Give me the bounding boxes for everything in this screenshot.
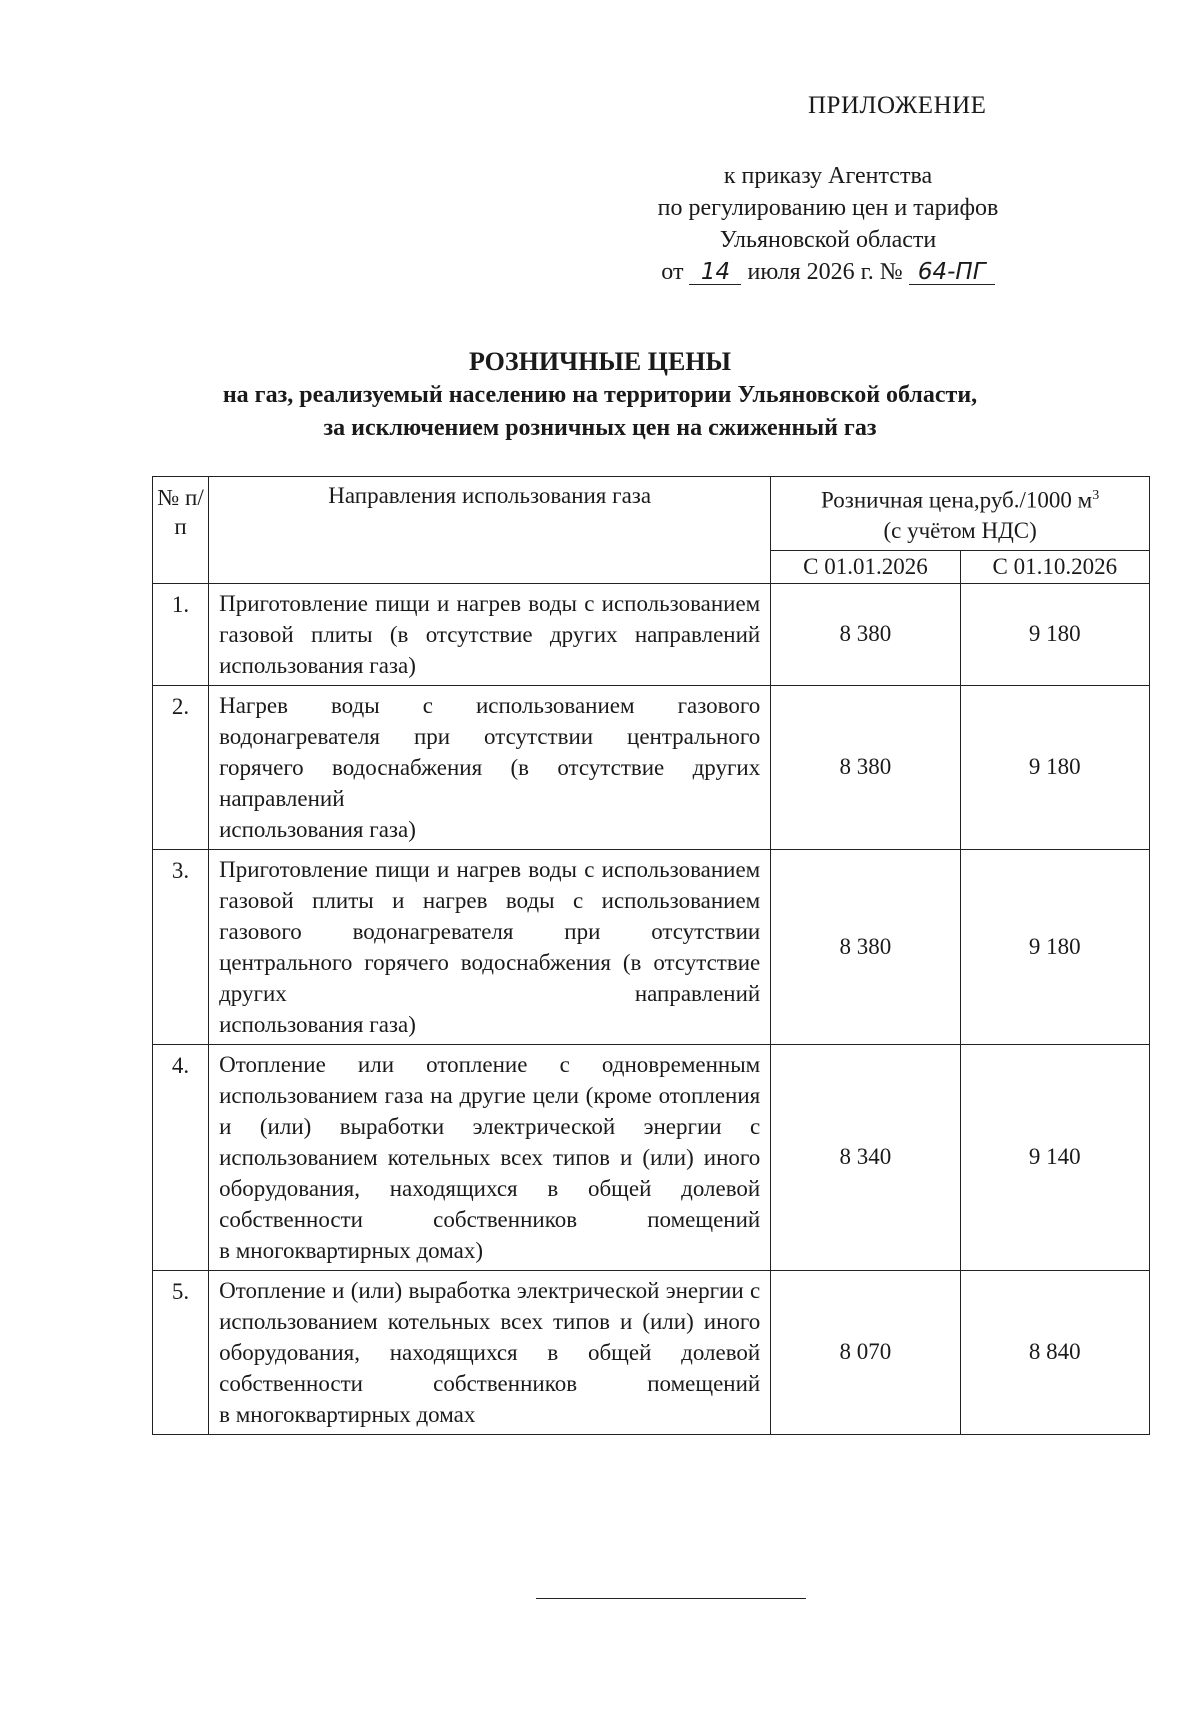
handwritten-order-number: 64-ПГ [909,260,995,285]
end-rule [536,1598,806,1599]
row-number: 3. [153,849,209,1044]
appendix-title: ПРИЛОЖЕНИЕ [808,92,987,119]
row-direction-text-last: в многоквартирных домах [219,1401,476,1427]
row-number: 2. [153,685,209,849]
row-price-period-1: 8 070 [771,1270,960,1434]
row-direction [209,685,771,849]
heading-subtitle-1: на газ, реализуемый населению на территории Ульяновской области, [222,382,978,408]
header-price-sup: 3 [1092,488,1100,503]
row-number: 1. [153,583,209,685]
header-price [771,477,1150,551]
header-price-vat: (с учётом НДС) [883,517,1037,543]
row-number: 4. [153,1044,209,1270]
appendix-line-1: к приказу Агентства [723,163,933,189]
row-direction-text: Отопление и (или) выработка электрической энергии с использованием котельных всех типов и (или) иного оборудования, находящихся в общей долевой собственности собственников помещений [219,1277,761,1396]
header-period-1: С 01.01.2026 [771,550,960,583]
row-direction-text-last: в многоквартирных домах) [219,1237,483,1263]
header-number: № п/п [153,477,209,584]
row-price-period-2: 9 180 [960,685,1149,849]
row-direction [209,1270,771,1434]
row-direction-text-last: использования газа) [219,1011,416,1037]
table-header-row [153,477,1150,551]
table-row [153,849,1150,1044]
header-period-2: С 01.10.2026 [960,550,1149,583]
table-body [153,583,1150,1434]
header-direction: Направления использования газа [209,477,771,584]
row-number: 5. [153,1270,209,1434]
row-direction-text: Нагрев воды с использованием газового водонагревателя при отсутствии центрального горячего водоснабжения (в отсутствие других направлений [219,692,761,811]
row-price-period-1: 8 380 [771,849,960,1044]
table-row [153,1270,1150,1434]
row-direction-text-last: использования газа) [219,652,416,678]
row-price-period-2: 9 140 [960,1044,1149,1270]
appendix-reference [548,160,1108,288]
order-date-line [661,256,994,288]
row-direction [209,583,771,685]
row-direction-text: Приготовление пищи и нагрев воды с использованием газовой плиты (в отсутствие других направлений [219,590,761,647]
appendix-line-3: Ульяновской области [719,227,937,253]
heading-subtitle-2: за исключением розничных цен на сжиженный газ [323,415,877,441]
row-price-period-1: 8 340 [771,1044,960,1270]
document-heading [0,345,1200,445]
date-rest: июля 2026 г. № [747,259,903,285]
heading-title: РОЗНИЧНЫЕ ЦЕНЫ [468,347,732,376]
row-direction-text: Приготовление пищи и нагрев воды с использованием газовой плиты и нагрев воды с использованием газового водонагревателя при отсутствии центрального горячего водоснабжения (в отсутствие других направлений [219,856,761,1006]
row-price-period-1: 8 380 [771,583,960,685]
price-table [152,476,1150,1435]
row-direction [209,849,771,1044]
table-row [153,685,1150,849]
row-price-period-2: 9 180 [960,849,1149,1044]
row-direction-text-last: использования газа) [219,816,416,842]
row-price-period-2: 8 840 [960,1270,1149,1434]
handwritten-day: 14 [689,260,741,285]
header-price-label: Розничная цена,руб./1000 м [821,487,1093,513]
row-direction-text: Отопление или отопление с одновременным использованием газа на другие цели (кроме отопления и (или) выработки электрической энергии с использованием котельных всех типов и (или) иного оборудования, находящихся в общей долевой собственности собственников помещений [219,1051,761,1232]
row-price-period-1: 8 380 [771,685,960,849]
row-price-period-2: 9 180 [960,583,1149,685]
appendix-line-2: по регулированию цен и тарифов [657,195,999,221]
row-direction [209,1044,771,1270]
table-row [153,583,1150,685]
table-row [153,1044,1150,1270]
date-prefix: от [661,259,684,285]
